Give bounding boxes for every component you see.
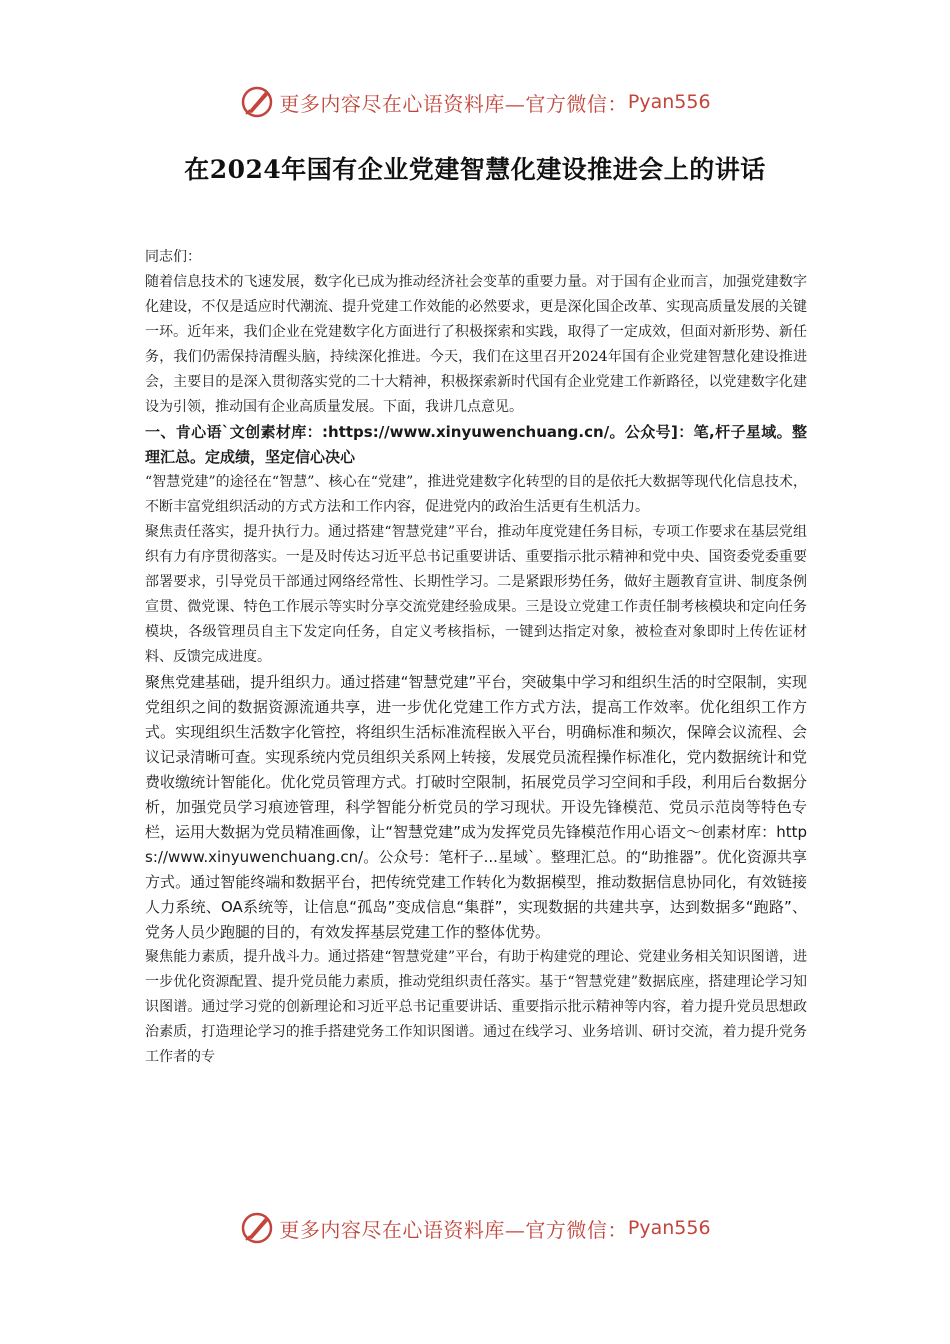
paragraph: 聚焦责任落实，提升执行力。通过搭建“智慧党建”平台，推动年度党建任务目标，专项工作要求在基层党组织有力有序贯彻落实。一是及时传达习近平总书记重要讲话、重要指示批示精神和党中央、国资委党委重要部署要求，引导党员干部通过网络经常性、长期性学习。二是紧跟形势任务，做好主题教育宣讲、制度条例宣贯、微党课、特色工作展示等实时分享交流党建经验成果。三是设立党建工作责任制考核模块和定向任务模块，各级管理员自主下发定向任务，自定义考核指标，一键到达指定对象，被检查对象即时上传佐证材料、反馈完成进度。	[145, 524, 807, 665]
banner-text: 更多内容尽在心语资料库—官方微信：	[279, 91, 628, 116]
banner-text: 更多内容尽在心语资料库—官方微信：	[279, 1217, 628, 1242]
header-banner	[0, 84, 950, 120]
banner-wechat-id: Pyan556	[627, 91, 711, 113]
banner-wechat-id: Pyan556	[627, 1217, 711, 1239]
salutation: 同志们：	[145, 249, 201, 265]
quill-logo-icon	[239, 1210, 275, 1246]
paragraph: 聚焦能力素质，提升战斗力。通过搭建“智慧党建”平台，有助于构建党的理论、党建业务相关知识图谱，进一步优化资源配置、提升党员能力素质，推动党组织责任落实。基于“智慧党建”数据底座，搭建理论学习知识图谱。通过学习党的创新理论和习近平总书记重要讲话、重要指示批示精神等内容，着力提升党员思想政治素质，打造理论学习的推手搭建党务工作知识图谱。通过在线学习、业务培训、研讨交流，着力提升党务工作者的专	[145, 949, 807, 1065]
paragraph-highlight: 聚焦党建基础，提升组织力。通过搭建“智慧党建”平台，突破集中学习和组织生活的时空限制，实现党组织之间的数据资源流通共享，进一步优化党建工作方式方法，提高工作效率。优化组织工作方式。实现组织生活数字化管控，将组织生活标准流程嵌入平台，明确标准和频次，保障会议流程、会议记录清晰可查。实现系统内党员组织关系网上转接，发展党员流程操作标准化，党内数据统计和党费收缴统计智能化。优化党员管理方式。打破时空限制，拓展党员学习空间和手段，利用后台数据分析，加强党员学习痕迹管理，科学智能分析党员的学习现状。开设先锋模范、党员示范岗等特色专栏，运用大数据为党员精准画像，让“智慧党建”成为发挥党员先锋模范作用心语文～创素材库：https://www.xinyuwenchuang.cn/。公众号：笔杆子...星域`。整理汇总。的“助推器”。优化资源共享方式。通过智能终端和数据平台，把传统党建工作转化为数据模型，推动数据信息协同化，有效链接人力系统、OA系统等，让信息“孤岛”变成信息“集群”，实现数据的共建共享，达到数据多“跑路”、党务人员少跑腿的目的，有效发挥基层党建工作的整体优势。	[145, 673, 807, 941]
footer-banner	[0, 1210, 950, 1246]
section-heading-1: 一、肯心语`文创素材库：:https://www.xinyuwenchuang.cn/。公众号]：笔,杆子星域。整理汇总。定成绩，坚定信心决心	[145, 423, 807, 466]
document-body	[145, 245, 807, 1070]
paragraph: “智慧党建”的途径在“智慧”、核心在“党建”，推进党建数字化转型的目的是依托大数据等现代化信息技术，不断丰富党组织活动的方式方法和工作内容，促进党内的政治生活更有生机活力。	[145, 474, 807, 515]
quill-logo-icon	[239, 84, 275, 120]
intro-paragraph: 随着信息技术的飞速发展，数字化已成为推动经济社会变革的重要力量。对于国有企业而言，加强党建数字化建设，不仅是适应时代潮流、提升党建工作效能的必然要求，更是深化国企改革、实现高质量发展的关键一环。近年来，我们企业在党建数字化方面进行了积极探索和实践，取得了一定成效，但面对新形势、新任务，我们仍需保持清醒头脑，持续深化推进。今天，我们在这里召开2024年国有企业党建智慧化建设推进会，主要目的是深入贯彻落实党的二十大精神，积极探索新时代国有企业党建工作新路径，以党建数字化建设为引领，推动国有企业高质量发展。下面，我讲几点意见。	[145, 274, 807, 415]
document-title: 在2024年国有企业党建智慧化建设推进会上的讲话	[184, 155, 766, 184]
